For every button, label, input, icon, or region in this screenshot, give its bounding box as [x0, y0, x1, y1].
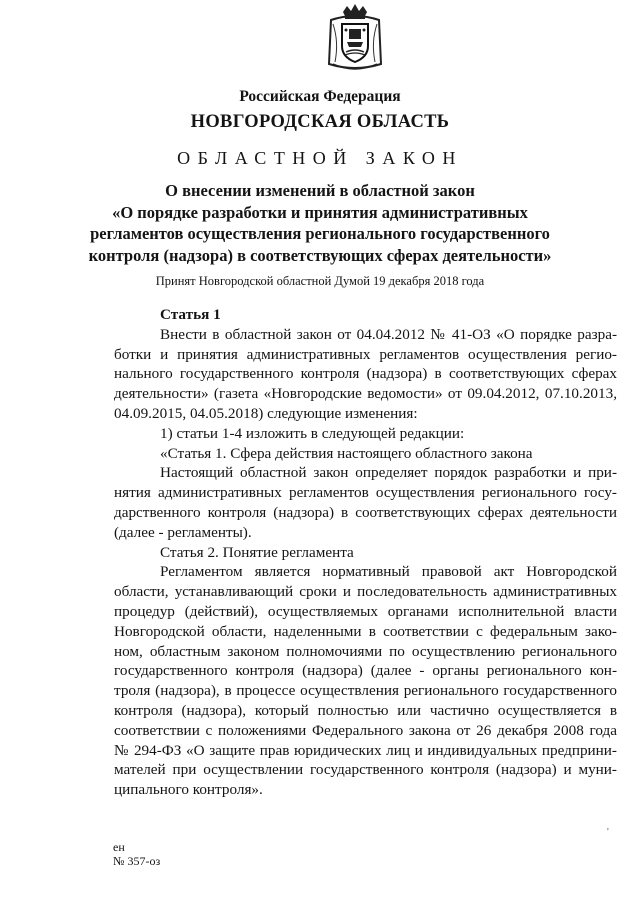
paragraph-line: нятия административных регламентов осуществления регионального госу- — [114, 484, 617, 502]
region-label: НОВГОРОДСКАЯ ОБЛАСТЬ — [190, 112, 450, 132]
paragraph-line: процедур (действий), осуществляемых органами исполнительной власти — [114, 602, 617, 620]
title-line: контроля (надзора) в соответствующих сферах деятельности» — [88, 245, 552, 265]
paragraph-line: нального государственного контроля (надзора) в соответствующих сферах — [114, 365, 617, 383]
law-number: № 357-оз — [113, 854, 161, 868]
paragraph-line: соответствии с положениями Федерального закона от 26 декабря 2008 года — [114, 721, 617, 739]
title-line: О внесении изменений в областной закон — [165, 181, 475, 200]
paragraph-line: Новгородской области, наделенными в соответствии с федеральным зако- — [114, 622, 617, 640]
adoption-note: Принят Новгородской областной Думой 19 декабря 2018 года — [155, 274, 485, 288]
law-title — [0, 180, 640, 266]
subarticle-heading: «Статья 1. Сфера действия настоящего областного закона — [160, 444, 533, 462]
paragraph-line: ном, областным законом полномочиями по осуществлению регионального — [114, 642, 617, 660]
document-body — [114, 305, 617, 800]
paragraph-line: контроля (надзора), который полностью или частично осуществляется в — [114, 701, 617, 719]
paragraph-line: № 294-ФЗ «О защите прав юридических лиц и индивидуальных предприни- — [114, 741, 617, 759]
document-footer — [113, 840, 160, 868]
paragraph-line: государственного контроля (надзора) (далее - органы регионального кон- — [114, 662, 617, 680]
list-item: 1) статьи 1-4 изложить в следующей редакции: — [160, 424, 465, 442]
paragraph-line: троля (надзора), в процессе осуществления регионального государственного — [114, 682, 617, 700]
margin-mark: ' — [607, 827, 609, 838]
paragraph-line: 04.09.2015, 04.05.2018) следующие изменения: — [114, 404, 418, 422]
paragraph-line: области, устанавливающий сроки и последовательность административных — [114, 583, 617, 601]
paragraph-line: Регламентом является нормативный правовой акт Новгородской — [160, 563, 617, 581]
executor-initials: ен — [113, 840, 125, 854]
document-type: ОБЛАСТНОЙ ЗАКОН — [177, 148, 463, 168]
article-heading: Статья 1 — [160, 306, 221, 323]
paragraph-line: деятельности» (газета «Новгородские ведомости» от 09.04.2012, 07.10.2013, — [114, 385, 617, 403]
paragraph-line: Настоящий областной закон определяет порядок разработки и при- — [160, 464, 617, 482]
federation-label: Российская Федерация — [239, 88, 401, 105]
subarticle-heading: Статья 2. Понятие регламента — [160, 543, 354, 561]
paragraph-line: ципального контроля». — [114, 781, 263, 799]
paragraph-line: (далее - регламенты). — [114, 523, 252, 541]
title-line: «О порядке разработки и принятия административных — [112, 202, 528, 222]
title-line: регламентов осуществления регионального государственного — [90, 224, 550, 243]
paragraph-line: мателей при осуществлении государственного контроля (надзора) и муни- — [114, 761, 617, 779]
paragraph-line: ботки и принятия административных регламентов осуществления регио- — [114, 345, 617, 363]
paragraph-line: дарственного контроля (надзора) в соответствующих сферах деятельности — [114, 503, 617, 521]
paragraph-line: Внести в областной закон от 04.04.2012 № 41-ОЗ «О порядке разра- — [160, 325, 617, 343]
coat-of-arms-icon — [325, 2, 385, 72]
